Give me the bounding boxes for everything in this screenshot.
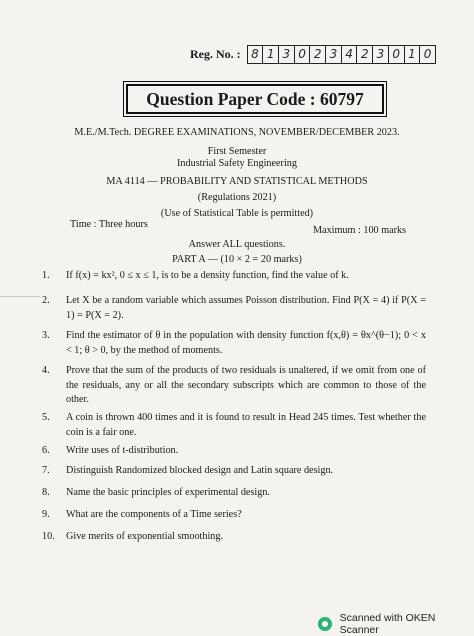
part-heading: PART A — (10 × 2 = 20 marks) [172, 254, 302, 265]
semester: First Semester [207, 146, 267, 157]
question-text: Distinguish Randomized blocked design and Latin square design. [66, 465, 334, 476]
question-number: 3. [42, 330, 50, 341]
exam-title: M.E./M.Tech. DEGREE EXAMINATIONS, NOVEMBER/DECEMBER 2023. [74, 127, 400, 138]
register-digit: 3 [373, 46, 389, 63]
question-item [42, 269, 426, 284]
question-item [42, 329, 426, 358]
question-number: 1. [42, 270, 50, 281]
branch: Industrial Safety Engineering [177, 158, 297, 169]
register-number [190, 45, 436, 64]
register-digit: 2 [310, 46, 326, 63]
scanner-label: Scanned with OKEN Scanner [339, 612, 436, 636]
question-number: 8. [42, 487, 50, 498]
register-number-label: Reg. No. : [190, 47, 241, 61]
scan-artifact-line [0, 296, 40, 297]
question-number: 7. [42, 465, 50, 476]
oken-scanner-logo-icon [318, 617, 332, 631]
register-number-boxes [247, 45, 436, 64]
question-item [42, 508, 426, 523]
question-item [42, 294, 426, 323]
register-digit: 3 [326, 46, 342, 63]
question-text: What are the components of a Time series? [66, 509, 242, 520]
register-digit: 0 [389, 46, 405, 63]
question-item [42, 444, 426, 459]
question-number: 2. [42, 295, 50, 306]
question-item [42, 464, 426, 479]
question-text: Write uses of t-distribution. [66, 445, 179, 456]
register-digit: 2 [357, 46, 373, 63]
register-digit: 1 [405, 46, 421, 63]
register-digit: 0 [423, 47, 432, 61]
answer-instruction: Answer ALL questions. [188, 239, 286, 250]
question-number: 9. [42, 509, 50, 520]
table-note: (Use of Statistical Table is permitted) [160, 208, 314, 219]
regulations: (Regulations 2021) [197, 192, 277, 203]
question-paper-code: Question Paper Code : 60797 [126, 84, 384, 114]
register-digit: 3 [279, 46, 295, 63]
exam-duration: Time : Three hours [70, 219, 148, 230]
question-text: Let X be a random variable which assumes Poisson distribution. Find P(X = 4) if P(X = 1) = P(X = 2). [66, 295, 426, 321]
question-text: Name the basic principles of experimental design. [66, 487, 270, 498]
question-item [42, 486, 426, 501]
question-number: 5. [42, 412, 50, 423]
scanner-watermark [318, 612, 474, 636]
register-digit: 0 [295, 46, 311, 63]
course-title: MA 4114 — PROBABILITY AND STATISTICAL METHODS [106, 176, 368, 187]
register-digit: 8 [248, 46, 264, 63]
question-number: 4. [42, 365, 50, 376]
question-item [42, 411, 426, 440]
question-item [42, 530, 426, 545]
question-number: 6. [42, 445, 50, 456]
question-number: 10. [42, 531, 55, 542]
question-text: If f(x) = kx², 0 ≤ x ≤ 1, is to be a density function, find the value of k. [66, 270, 349, 281]
maximum-marks: Maximum : 100 marks [313, 225, 407, 236]
question-text: Find the estimator of θ in the population with density function f(x,θ) = θx^(θ−1); 0 < x < 1; θ > 0, by the method of moments. [66, 330, 426, 356]
question-text: Give merits of exponential smoothing. [66, 531, 224, 542]
question-text: A coin is thrown 400 times and it is found to result in Head 245 times. Test whether the coin is a fair one. [66, 412, 426, 438]
question-text: Prove that the sum of the products of two residuals is unaltered, if we omit from one of the residuals, any or all the secondary subscripts which are common to those of the other. [66, 365, 426, 406]
register-digit: 4 [342, 46, 358, 63]
register-digit: 1 [263, 46, 279, 63]
question-item [42, 364, 426, 408]
